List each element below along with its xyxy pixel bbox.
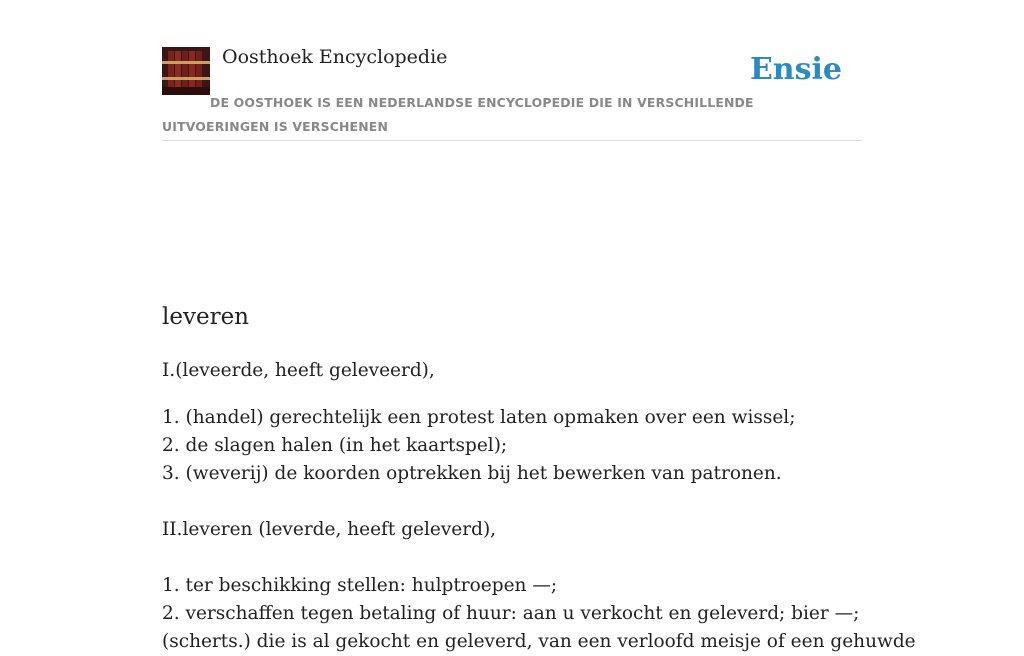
entry-line: 3. (weverij) de koorden optrekken bij het bewerken van patronen. xyxy=(162,463,782,484)
entry-title: leveren xyxy=(162,304,249,330)
entry-line: I.(leveerde, heeft geleveerd), xyxy=(162,360,435,381)
site-title-link[interactable]: Oosthoek Encyclopedie xyxy=(222,46,448,68)
entry-line: 2. de slagen halen (in het kaartspel); xyxy=(162,435,508,456)
entry-line: II.leveren (leverde, heeft geleverd), xyxy=(162,519,497,540)
book-spines-icon[interactable] xyxy=(162,47,210,95)
page-container xyxy=(162,0,916,652)
site-header xyxy=(162,0,862,141)
entry-line: 1. ter beschikking stellen: hulptroepen —; xyxy=(162,575,558,596)
entry-line: 2. verschaffen tegen betaling of huur: aan u verkocht en geleverd; bier —; xyxy=(162,603,860,624)
entry-line: 1. (handel) gerechtelijk een protest laten opmaken over een wissel; xyxy=(162,407,796,428)
entry-line: (scherts.) die is al gekocht en geleverd, van een verloofd meisje of een gehuwde xyxy=(162,631,916,652)
ensie-brand-logo[interactable]: Ensie xyxy=(749,52,842,87)
site-tagline: DE OOSTHOEK IS EEN NEDERLANDSE ENCYCLOPEDIE DIE IN VERSCHILLENDE UITVOERINGEN IS VERSCHENEN xyxy=(162,95,754,134)
